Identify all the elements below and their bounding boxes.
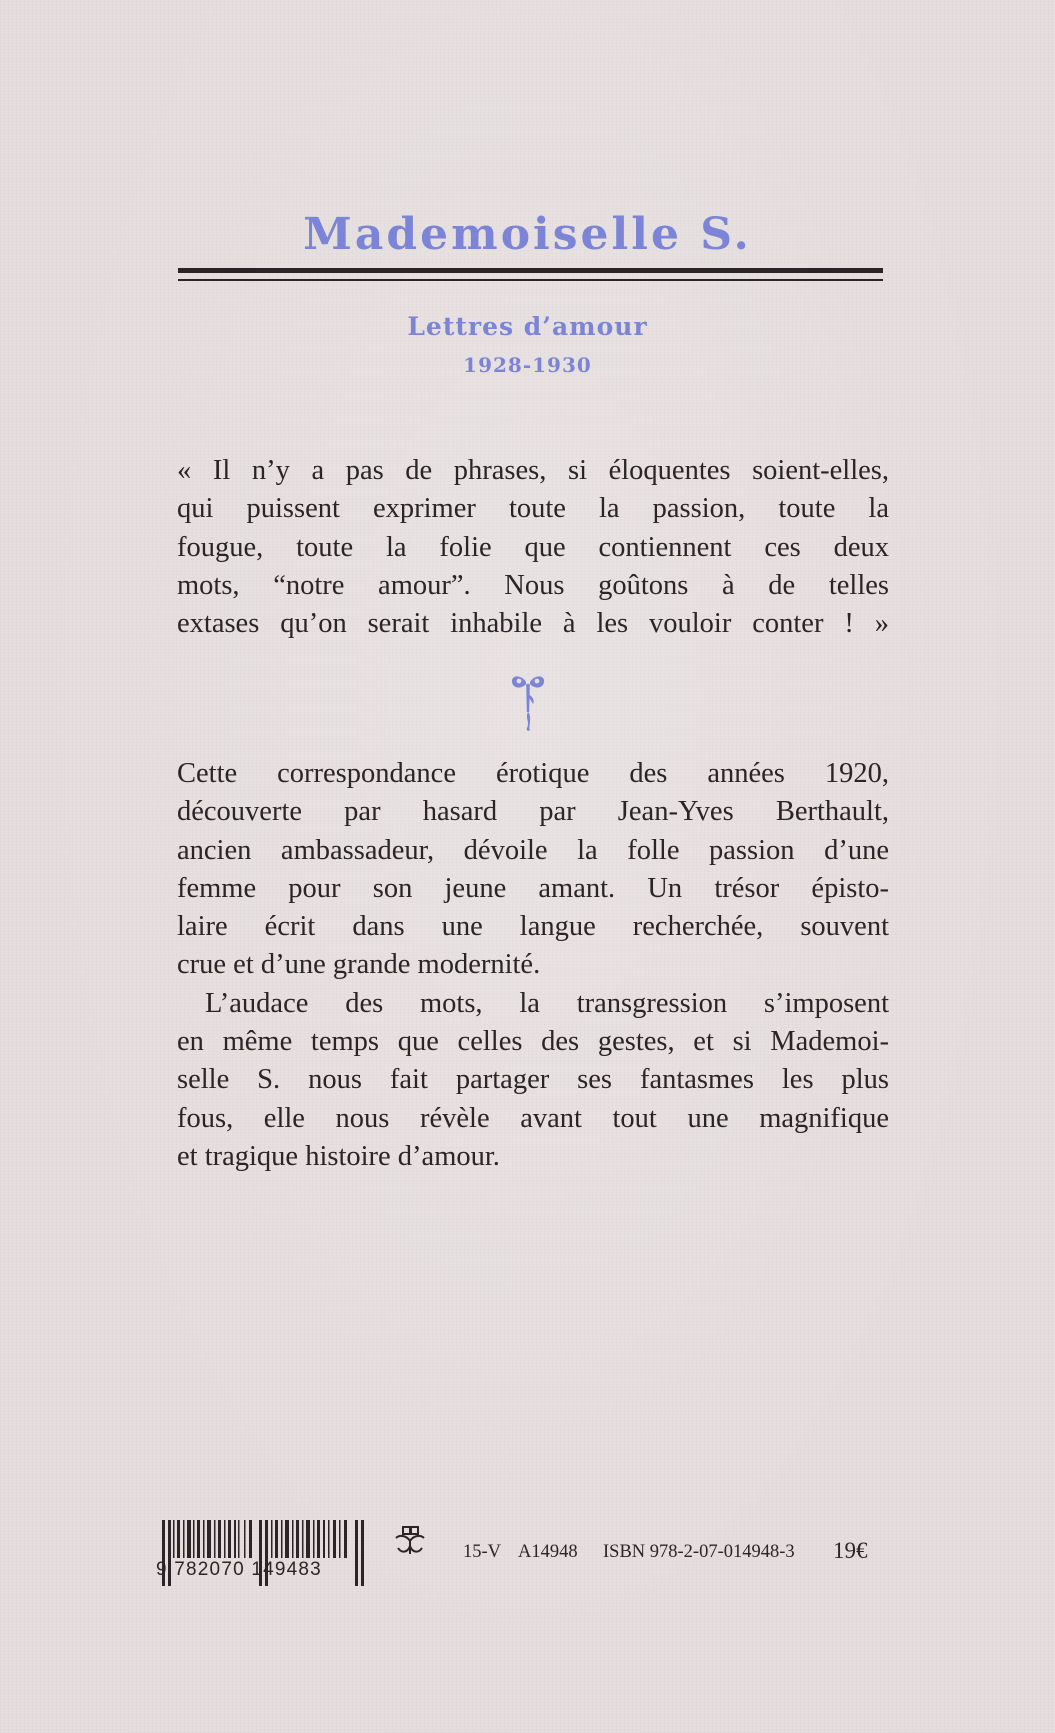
title-rule-thin (178, 279, 883, 281)
body-line: en même temps que celles des gestes, et si Mademoi- (177, 1026, 889, 1058)
title-rule-thick (178, 268, 883, 273)
body-line: crue et d’une grande modernité. (177, 949, 541, 981)
book-years: 1928-1930 (463, 353, 592, 377)
quote-line: extases qu’on serait inhabile à les vouloir conter ! » (177, 608, 889, 640)
quote-line: mots, “notre amour”. Nous goûtons à de telles (177, 569, 889, 601)
body-line: découverte par hasard par Jean-Yves Berthault, (177, 796, 889, 828)
body-line: selle S. nous fait partager ses fantasmes les plus (177, 1064, 889, 1096)
blurb-quote (177, 452, 889, 643)
quote-line: fougue, toute la folie que contiennent ces deux (177, 531, 889, 563)
body-line: et tragique histoire d’amour. (177, 1140, 500, 1172)
book-subtitle: Lettres d’amour (407, 312, 648, 341)
article-number: A14948 (518, 1542, 578, 1562)
blurb-description (177, 755, 889, 1176)
publisher-logo-icon (392, 1524, 428, 1563)
price-tag: 19€ (833, 1538, 868, 1563)
quote-line: qui puissent exprimer toute la passion, toute la (177, 493, 889, 525)
fleuron-ornament-icon (509, 672, 547, 739)
body-line: laire écrit dans une langue recherchée, souvent (177, 911, 889, 943)
barcode-digits: 9 782070 149483 (156, 1559, 322, 1580)
body-line: Cette correspondance érotique des années 1920, (177, 758, 889, 789)
book-title: Mademoiselle S. (303, 209, 752, 260)
isbn-number: ISBN 978-2-07-014948-3 (603, 1542, 795, 1562)
body-line: L’audace des mots, la transgression s’imposent (205, 987, 889, 1019)
body-line: femme pour son jeune amant. Un trésor épisto- (177, 872, 889, 904)
body-line: ancien ambassadeur, dévoile la folle passion d’une (177, 834, 889, 866)
body-line: fous, elle nous révèle avant tout une magnifique (177, 1102, 889, 1134)
quote-line: « Il n’y a pas de phrases, si éloquentes soient-elles, (177, 455, 889, 486)
publisher-code: 15-V (463, 1542, 502, 1562)
